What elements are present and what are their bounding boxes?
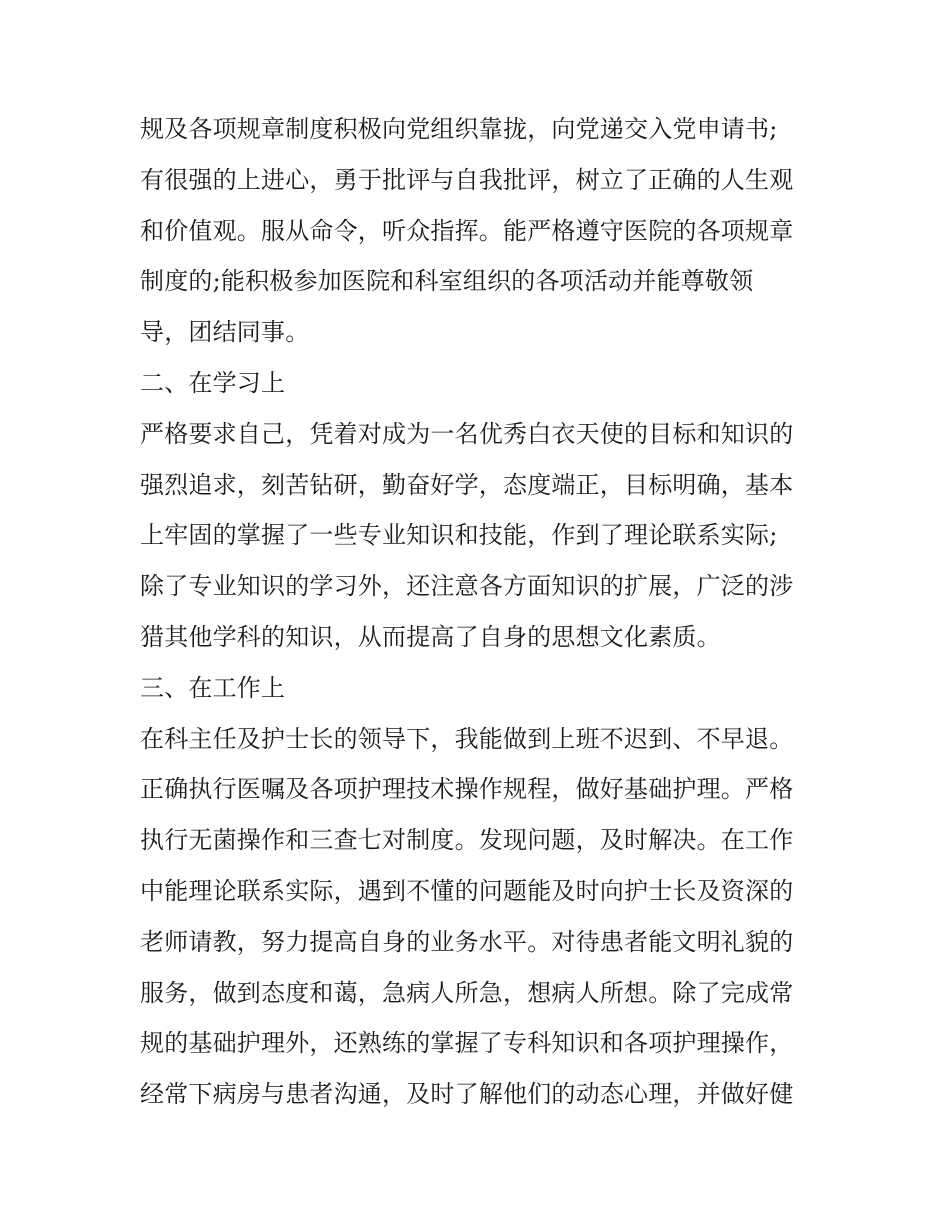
text-line: 在科主任及护士长的领导下，我能做到上班不迟到、不早退。 (140, 724, 794, 753)
text-line: 老师请教，努力提高自身的业务水平。对待患者能文明礼貌的 (140, 927, 794, 956)
text-line: 服务，做到态度和蔼，急病人所急，想病人所想。除了完成常 (140, 978, 794, 1007)
section-heading-study: 二、在学习上 (140, 368, 286, 397)
text-line: 正确执行医嘱及各项护理技术操作规程，做好基础护理。严格 (140, 775, 794, 804)
text-line: 经常下病房与患者沟通，及时了解他们的动态心理，并做好健 (140, 1080, 794, 1109)
text-line: 猎其他学科的知识，从而提高了自身的思想文化素质。 (140, 622, 721, 651)
text-line: 和价值观。服从命令，听众指挥。能严格遵守医院的各项规章 (140, 216, 794, 245)
text-line: 中能理论联系实际，遇到不懂的问题能及时向护士长及资深的 (140, 876, 794, 905)
text-line: 导，团结同事。 (140, 318, 310, 347)
text-line: 规及各项规章制度积极向党组织靠拢，向党递交入党申请书; (140, 115, 778, 143)
section-heading-work: 三、在工作上 (140, 673, 286, 702)
text-line: 强烈追求，刻苦钻研，勤奋好学，态度端正，目标明确，基本 (140, 470, 794, 499)
text-line: 除了专业知识的学习外，还注意各方面知识的扩展，广泛的涉 (140, 572, 794, 601)
text-line: 制度的;能积极参加医院和科室组织的各项活动并能尊敬领 (140, 267, 754, 296)
text-line: 有很强的上进心，勇于批评与自我批评，树立了正确的人生观 (140, 165, 794, 194)
text-line: 规的基础护理外，还熟练的掌握了专科知识和各项护理操作， (140, 1029, 794, 1058)
document-body (140, 104, 820, 1120)
text-line: 上牢固的掌握了一些专业知识和技能，作到了理论联系实际; (140, 521, 778, 550)
text-line: 执行无菌操作和三查七对制度。发现问题，及时解决。在工作 (140, 826, 794, 855)
text-line: 严格要求自己，凭着对成为一名优秀白衣天使的目标和知识的 (140, 419, 794, 448)
